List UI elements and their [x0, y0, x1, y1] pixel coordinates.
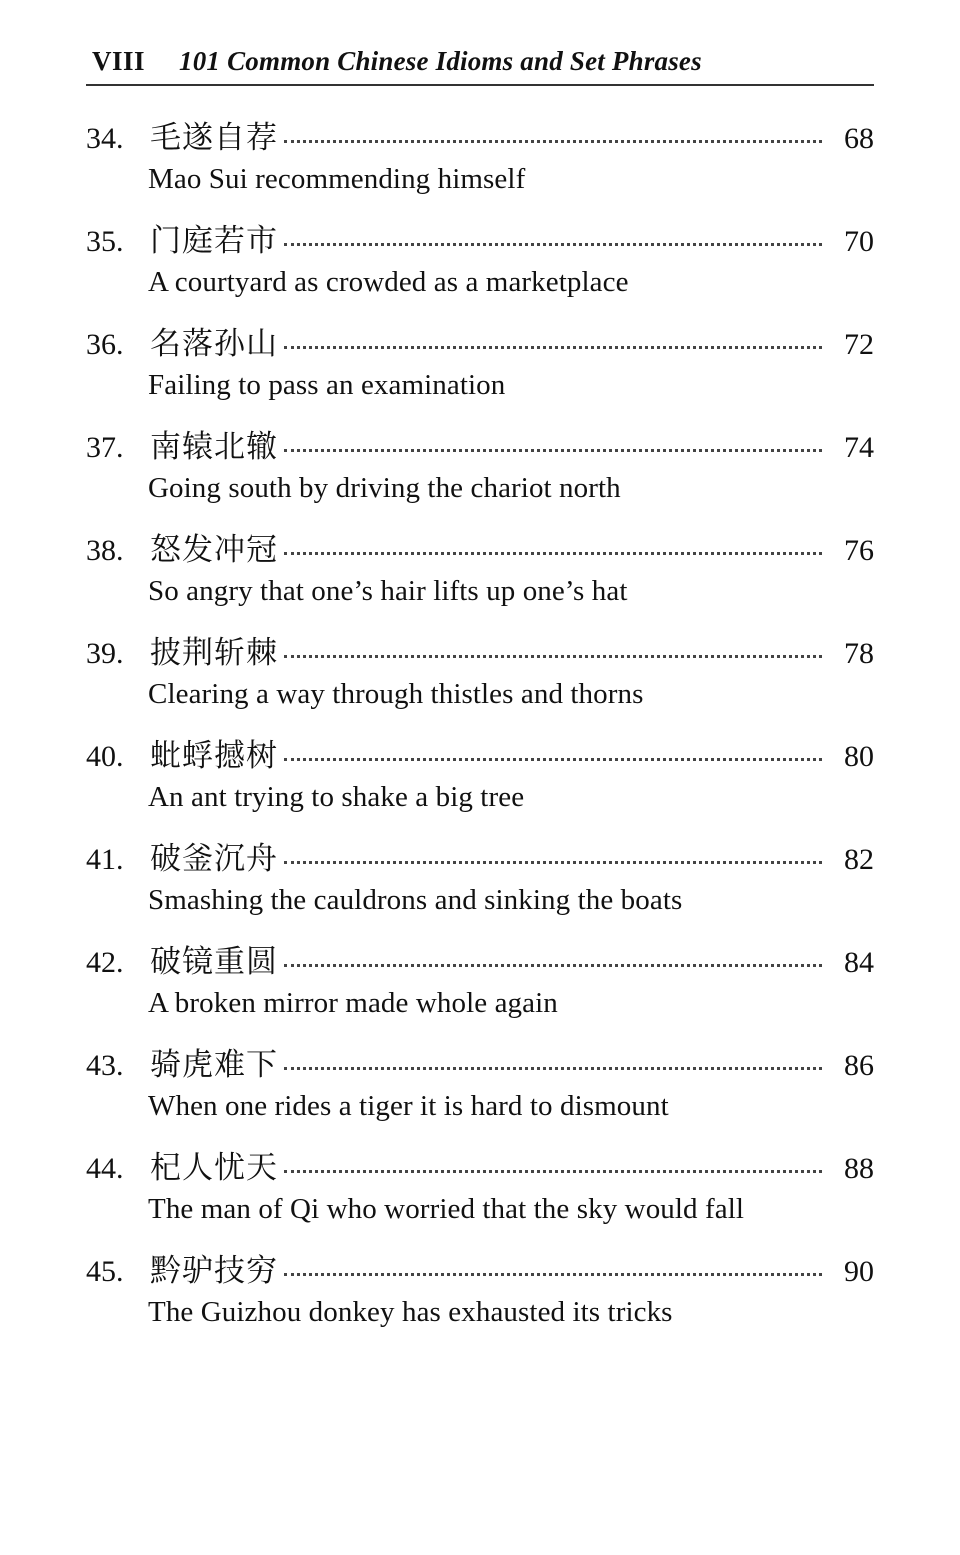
toc-entry-line — [86, 112, 874, 157]
toc-entry-number: 39. — [86, 637, 124, 670]
toc-entry-english-translation: Failing to pass an examination — [148, 369, 506, 401]
toc-entry-line — [86, 215, 874, 260]
toc-entry-line — [86, 936, 874, 981]
toc-entry-number: 43. — [86, 1049, 124, 1082]
toc-entry-number: 41. — [86, 843, 124, 876]
toc-entry-number: 35. — [86, 225, 124, 258]
toc-leader-dots — [284, 1259, 822, 1281]
toc-entry-page-number: 74 — [844, 431, 874, 464]
toc-entry-chinese-title: 南辕北辙 — [150, 429, 278, 465]
toc-leader-dots — [284, 744, 822, 766]
toc-entry-chinese-title: 披荆斩棘 — [150, 635, 278, 671]
toc-entry-number: 36. — [86, 328, 124, 361]
toc-entry-page-number: 70 — [844, 225, 874, 258]
toc-entry-page-number: 76 — [844, 534, 874, 567]
toc-entry[interactable] — [86, 833, 874, 917]
toc-entry-page-number: 72 — [844, 328, 874, 361]
toc-entry-page-number: 90 — [844, 1255, 874, 1288]
toc-entry-number: 45. — [86, 1255, 124, 1288]
toc-leader-dots — [284, 435, 822, 457]
running-head-title: 101 Common Chinese Idioms and Set Phrases — [179, 46, 702, 76]
toc-leader-dots — [284, 229, 822, 251]
toc-entry-english-translation: A courtyard as crowded as a marketplace — [148, 266, 629, 298]
toc-entry-english-translation: A broken mirror made whole again — [148, 987, 558, 1019]
table-of-contents — [86, 112, 874, 1329]
toc-entry-english-translation: Clearing a way through thistles and thorns — [148, 678, 644, 710]
toc-leader-dots — [284, 1053, 822, 1075]
toc-leader-dots — [284, 332, 822, 354]
toc-entry-english-translation: Mao Sui recommending himself — [148, 163, 526, 195]
toc-entry-number: 44. — [86, 1152, 124, 1185]
toc-entry-line — [86, 627, 874, 672]
toc-entry-chinese-title: 黔驴技穷 — [150, 1253, 278, 1289]
toc-entry-chinese-title: 杞人忧天 — [150, 1150, 278, 1186]
toc-entry-number: 42. — [86, 946, 124, 979]
toc-entry[interactable] — [86, 112, 874, 196]
toc-entry-line — [86, 524, 874, 569]
toc-entry-chinese-title: 毛遂自荐 — [150, 120, 278, 156]
toc-entry-page-number: 86 — [844, 1049, 874, 1082]
toc-entry[interactable] — [86, 1142, 874, 1226]
toc-leader-dots — [284, 1156, 822, 1178]
toc-entry-page-number: 84 — [844, 946, 874, 979]
toc-entry-chinese-title: 门庭若市 — [150, 223, 278, 259]
toc-entry[interactable] — [86, 215, 874, 299]
toc-entry[interactable] — [86, 318, 874, 402]
toc-entry-english-translation: So angry that one’s hair lifts up one’s hat — [148, 575, 628, 607]
toc-entry-page-number: 80 — [844, 740, 874, 773]
toc-entry-chinese-title: 破釜沉舟 — [150, 841, 278, 877]
toc-leader-dots — [284, 641, 822, 663]
toc-entry-number: 40. — [86, 740, 124, 773]
toc-entry[interactable] — [86, 936, 874, 1020]
toc-entry-number: 37. — [86, 431, 124, 464]
toc-entry-page-number: 78 — [844, 637, 874, 670]
toc-entry-number: 34. — [86, 122, 124, 155]
toc-entry[interactable] — [86, 627, 874, 711]
toc-entry-chinese-title: 怒发冲冠 — [150, 532, 278, 568]
toc-entry[interactable] — [86, 1039, 874, 1123]
toc-entry-page-number: 88 — [844, 1152, 874, 1185]
toc-entry-number: 38. — [86, 534, 124, 567]
page-header — [86, 46, 874, 77]
toc-entry-english-translation: The Guizhou donkey has exhausted its tricks — [148, 1296, 673, 1328]
toc-entry-english-translation: An ant trying to shake a big tree — [148, 781, 525, 813]
toc-entry-chinese-title: 骑虎难下 — [150, 1047, 278, 1083]
toc-entry-english-translation: The man of Qi who worried that the sky would fall — [148, 1193, 745, 1225]
toc-entry-line — [86, 1142, 874, 1187]
toc-leader-dots — [284, 847, 822, 869]
toc-entry-line — [86, 833, 874, 878]
toc-entry-line — [86, 318, 874, 363]
toc-entry-chinese-title: 名落孙山 — [150, 326, 278, 362]
toc-leader-dots — [284, 538, 822, 560]
toc-entry-english-translation: Going south by driving the chariot north — [148, 472, 621, 504]
toc-entry-page-number: 82 — [844, 843, 874, 876]
page-folio: VIII — [92, 46, 146, 76]
toc-entry[interactable] — [86, 421, 874, 505]
toc-entry-line — [86, 1039, 874, 1084]
toc-entry-chinese-title: 蚍蜉撼树 — [150, 738, 278, 774]
header-divider — [86, 84, 874, 86]
toc-leader-dots — [284, 950, 822, 972]
toc-entry-chinese-title: 破镜重圆 — [150, 944, 278, 980]
toc-entry[interactable] — [86, 1245, 874, 1329]
toc-entry-page-number: 68 — [844, 122, 874, 155]
toc-entry[interactable] — [86, 524, 874, 608]
toc-entry-english-translation: Smashing the cauldrons and sinking the boats — [148, 884, 683, 916]
toc-entry-english-translation: When one rides a tiger it is hard to dismount — [148, 1090, 669, 1122]
toc-leader-dots — [284, 126, 822, 148]
toc-entry[interactable] — [86, 730, 874, 814]
toc-entry-line — [86, 730, 874, 775]
toc-entry-line — [86, 1245, 874, 1290]
toc-entry-line — [86, 421, 874, 466]
